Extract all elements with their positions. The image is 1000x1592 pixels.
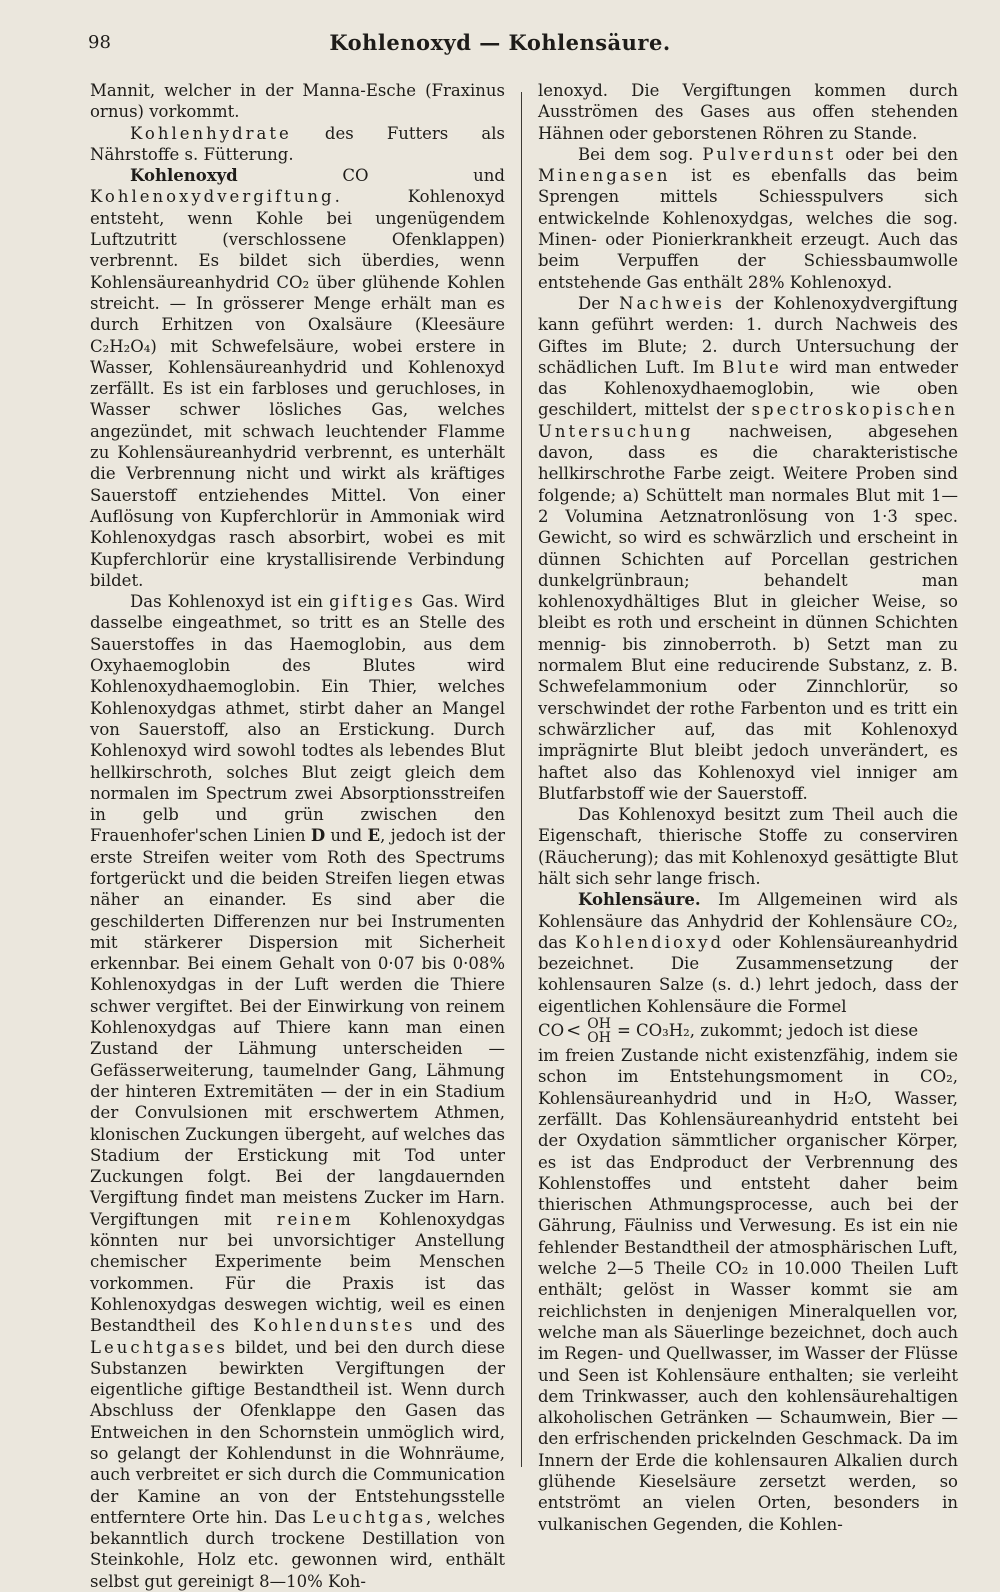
paragraph: Das Kohlenoxyd besitzt zum Theil auch die Eigenschaft, thierische Stoffe zu conserviren (Räucherung); das mit Kohlenoxyd gesättigte Blut hält sich sehr lange frisch. <box>538 805 958 888</box>
paragraph: Das Kohlenoxyd ist ein giftiges Gas. Wird dasselbe eingeathmet, so tritt es an Stelle des Sauerstoffes in das Haemoglobin, aus dem Oxyhaemoglobin des Blutes wird Kohlenoxydhaemoglobin. Ein Thier, welches Kohlenoxydgas athmet, stirbt daher an Mangel von Sauerstoff, also an Erstickung. Durch Kohlenoxyd wird sowohl todtes als lebendes Blut hellkirschroth, solches Blut zeigt gleich dem normalen im Spectrum zwei Absorptionsstreifen in gelb und grün zwischen den Frauenhofer'schen Linien D und E, jedoch ist der erste Streifen weiter vom Roth des Spectrums fortgerückt und die beiden Streifen liegen etwas näher an einander. Es sind aber die geschilderten Differenzen nur bei Instrumenten mit stärkerer Dispersion mit Sicherheit erkennbar. Bei einem Gehalt von 0·07 bis 0·08% Kohlenoxydgas in der Luft werden die Thiere schwer vergiftet. Bei der Einwirkung von reinem Kohlenoxydgas auf Thiere kann man einen Zustand der Lähmung unterscheiden — Gefässerweiterung, taumelnder Gang, Lähmung der hinteren Extremitäten — der in ein Stadium der Convulsionen mit erschwertem Athmen, klonischen Zuckungen übergeht, auf welches das Stadium der Erstickung mit Tod unter Zuckungen folgt. Bei der langdauernden Vergiftung findet man meistens Zucker im Harn. Vergiftungen mit reinem Kohlenoxydgas könnten nur bei unvorsichtiger Anstellung chemischer Experimente beim Menschen vorkommen. Für die Praxis ist das Kohlenoxydgas deswegen wichtig, weil es einen Bestandtheil des Kohlendunstes und des Leuchtgases bildet, und bei den durch diese Substanzen bewirkten Vergiftungen der eigentliche giftige Bestandtheil ist. Wenn durch Abschluss der Ofenklappe den Gasen das Entweichen in den Schornstein unmöglich wird, so gelangt der Kohlendunst in die Wohnräume, auch verbreitet er sich durch die Communication der Kamine an von der Entstehungsstelle entferntere Orte hin. Das Leuchtgas, welches bekanntlich durch trockene Destillation von Steinkohle, Holz etc. gewonnen wird, enthält selbst gut gereinigt 8—10% Koh- <box>90 592 505 1591</box>
entry-kohlenoxyd: Kohlenoxyd CO und Kohlenoxydvergiftung. Kohlenoxyd entsteht, wenn Kohle bei ungenügendem Luftzutritt (verschlossene Ofenklappen) verbrennt. Es bildet sich überdies, wenn Kohlensäureanhydrid CO₂ über glühende Kohlen streicht. — In grösserer Menge erhält man es durch Erhitzen von Oxalsäure (Kleesäure C₂H₂O₄) mit Schwefelsäure, wobei erstere in Wasser, Kohlensäureanhydrid und Kohlenoxyd zerfällt. Es ist ein farbloses und geruchloses, in Wasser schwer lösliches Gas, welches angezündet, mit schwach leuchtender Flamme zu Kohlensäureanhydrid verbrennt, es unterhält die Verbrennung nicht und wirkt als kräftiges Sauerstoff entziehendes Mittel. Von einer Auflösung von Kupferchlorür in Ammoniak wird Kohlenoxydgas rasch absorbirt, wobei es mit Kupferchlorür eine krystallisirende Verbindung bildet. <box>90 166 505 590</box>
paragraph: Der Nachweis der Kohlenoxydvergiftung kann geführt werden: 1. durch Nachweis des Giftes im Blute; 2. durch Untersuchung der schädlichen Luft. Im Blute wird man entweder das Kohlenoxydhaemoglobin, wie oben geschildert, mittelst der spectroskopischen Untersuchung nachweisen, abgesehen davon, dass es die charakteristische hellkirschrothe Farbe zeigt. Weitere Proben sind folgende; a) Schüttelt man normales Blut mit 1—2 Volumina Aetznatronlösung von 1·3 spec. Gewicht, so wird es schwärzlich und erscheint in dünnen Schichten auf Porcellan gestrichen dunkelgrünbraun; behandelt man kohlenoxydhältiges Blut in gleicher Weise, so bleibt es roth und erscheint in dünnen Schichten mennig- bis zinnoberroth. b) Setzt man zu normalem Blut eine reducirende Substanz, z. B. Schwefelammonium oder Zinnchlorür, so verschwindet der rothe Farbenton und es tritt ein schwärzlicher auf, das mit Kohlenoxyd imprägnirte Blut bleibt jedoch unverändert, es haftet also das Kohlenoxyd viel inniger am Blutfarbstoff wie der Sauerstoff. <box>538 293 958 803</box>
angle-bracket-symbol: < <box>566 1020 582 1042</box>
chemical-formula: CO < OH OH = CO₃H₂, zukommt; jedoch ist diese <box>538 1016 919 1047</box>
paragraph: Kohlenhydrate des Futters als Nährstoffe s. Fütterung. <box>90 123 505 164</box>
paragraph: im freien Zustande nicht existenzfähig, indem sie schon im Entstehungsmoment in CO₂, Kohlensäureanhydrid und in H₂O, Wasser, zerfällt. Das Kohlensäureanhydrid entsteht bei der Oxydation sämmtlicher organischer Körper, es ist das Endproduct der Verbrennung des Kohlenstoffes und entsteht daher beim thierischen Athmungsprocesse, auch bei der Gährung, Fäulniss und Verwesung. Es ist ein nie fehlender Bestandtheil der atmosphärischen Luft, welche 2—5 Theile CO₂ in 10.000 Theilen Luft enthält; gelöst in Wasser kommt sie am reichlichsten in denjenigen Mineralquellen vor, welche man als Säuerlinge bezeichnet, doch auch im Regen- und Quellwasser, im Wasser der Flüsse und Seen ist Kohlensäure enthalten; sie verleiht dem Trinkwasser, auch den kohlensäurehaltigen alkoholischen Getränken — Schaumwein, Bier — den erfrischenden prickelnden Geschmack. Da im Innern der Erde die kohlensauren Alkalien durch glühende Kieselsäure zersetzt werden, so entströmt an vielen Orten, besonders in vulkanischen Gegenden, die Kohlen- <box>538 1046 958 1534</box>
paragraph: lenoxyd. Die Vergiftungen kommen durch Ausströmen des Gases aus offen stehenden Hähnen oder geborstenen Röhren zu Stande. <box>538 81 958 143</box>
page-title: Kohlenoxyd — Kohlensäure. <box>329 30 671 55</box>
entry-headword: Kohlenoxyd <box>130 166 238 186</box>
paragraph: Mannit, welcher in der Manna-Esche (Fraxinus ornus) vorkommt. <box>90 81 505 122</box>
entry-kohlensaeure: Kohlensäure. Im Allgemeinen wird als Kohlensäure das Anhydrid der Kohlensäure CO₂, das Kohlendioxyd oder Kohlensäureanhydrid bezeichnet. Die Zusammensetzung der kohlensauren Salze (s. d.) lehrt jedoch, dass der eigentlichen Kohlensäure die Formel <box>538 890 958 1016</box>
entry-headword: Kohlensäure. <box>578 890 701 910</box>
left-column <box>90 80 505 1592</box>
column-divider <box>521 92 522 1467</box>
right-column <box>538 80 958 1535</box>
page-number: 98 <box>88 32 111 53</box>
paragraph: Bei dem sog. Pulverdunst oder bei den Minengasen ist es ebenfalls das beim Sprengen mittels Schiesspulvers sich entwickelnde Kohlenoxydgas, welches die sog. Minen- oder Pionierkrankheit erzeugt. Auch das beim Verpuffen der Schiessbaumwolle entstehende Gas enthält 28% Kohlenoxyd. <box>538 144 958 292</box>
